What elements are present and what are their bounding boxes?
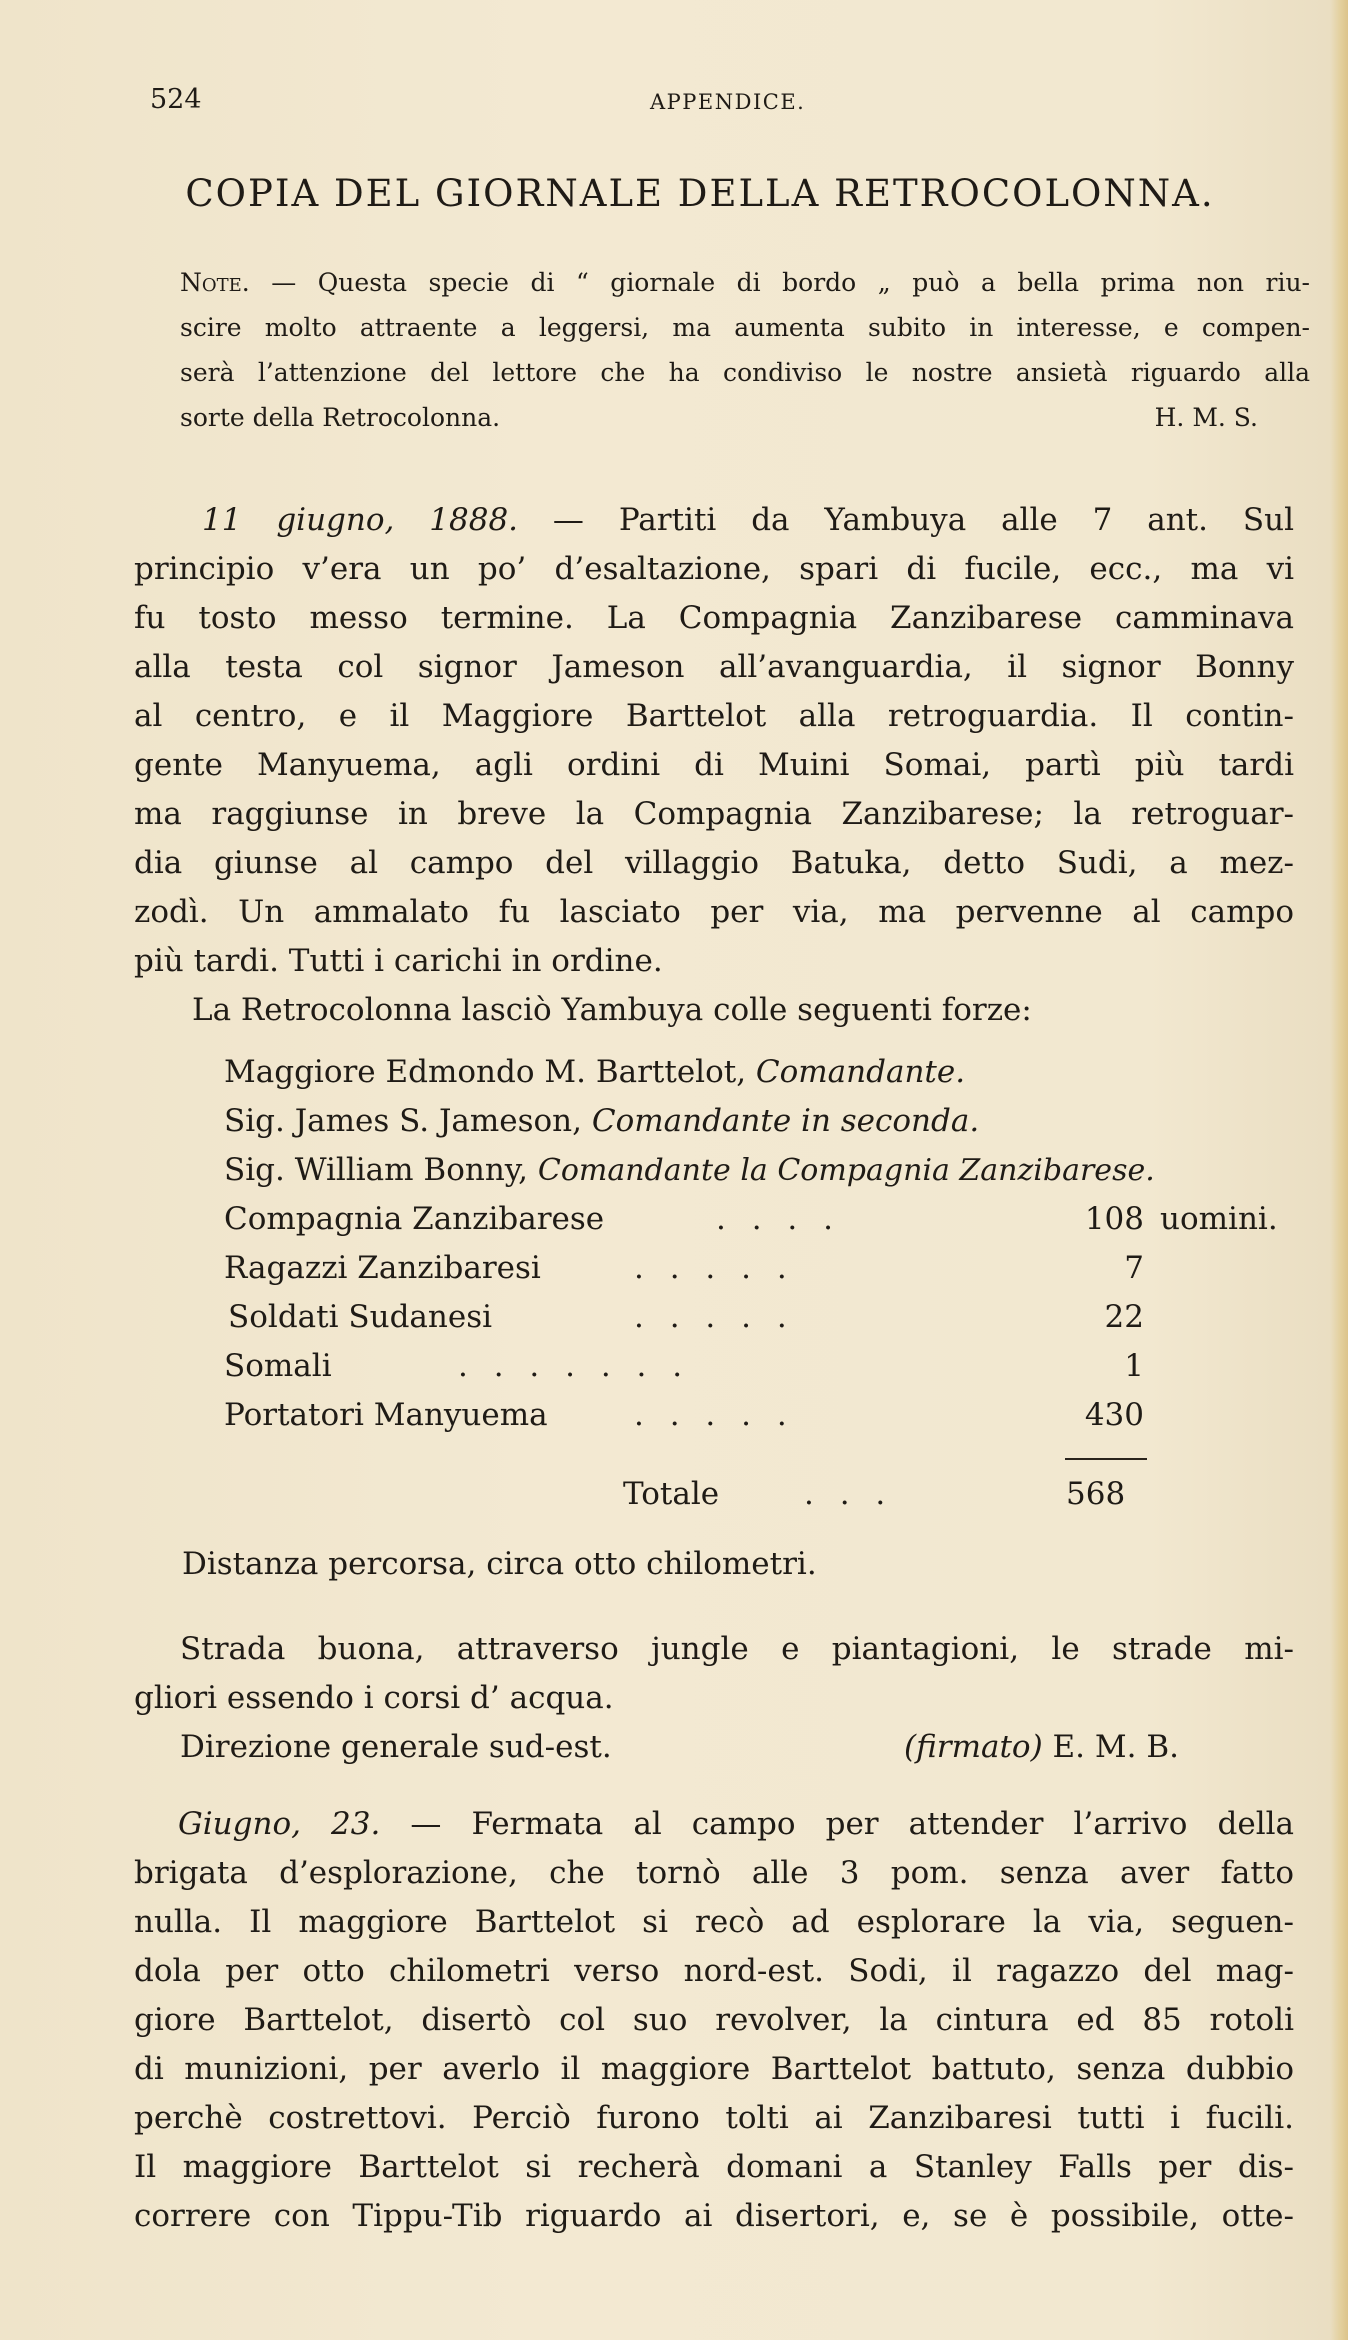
entry-date: Giugno, 23. <box>178 1806 381 1842</box>
entry-june-11-tail <box>134 1540 1294 1589</box>
entry-line: ma raggiunse in breve la Compagnia Zanzibarese; la retroguar- <box>134 796 1294 832</box>
roster-row: Ragazzi Zanzibaresi . . . . . 7 <box>224 1250 1144 1286</box>
officer-line: Sig. William Bonny, Comandante la Compagnia Zanzibarese. <box>224 1152 1155 1188</box>
entry-line: correre con Tippu-Tib riguardo ai disertori, e, se è possibile, otte- <box>134 2198 1294 2234</box>
entry-line: alla testa col signor Jameson all’avanguardia, il signor Bonny <box>134 649 1294 685</box>
section-title: COPIA DEL GIORNALE DELLA RETROCOLONNA. <box>185 172 1215 215</box>
signature: (firmato) E. M. B. <box>904 1729 1179 1765</box>
entry-line: Strada buona, attraverso jungle e piantagioni, le strade mi- <box>180 1631 1294 1667</box>
note-signature: H. M. S. <box>1154 403 1258 432</box>
forces-intro: La Retrocolonna lasciò Yambuya colle seguenti forze: <box>192 992 1032 1028</box>
note-label: Note. <box>180 268 250 297</box>
total-count: 568 <box>1066 1476 1126 1512</box>
page-edge <box>1330 0 1348 2340</box>
entry-line: più tardi. Tutti i carichi in ordine. <box>134 943 663 979</box>
note-line: serà l’attenzione del lettore che ha condiviso le nostre ansietà riguardo alla <box>180 358 1310 387</box>
roster-row: Soldati Sudanesi . . . . . 22 <box>228 1299 1144 1335</box>
total-row: Totale . . . 568 <box>224 1470 1304 1519</box>
entry-first-line: Giugno, 23. — Fermata al campo per attender l’arrivo della <box>178 1806 1295 1842</box>
total-label: Totale <box>623 1476 720 1512</box>
note-line: sorte della Retrocolonna. H. M. S. <box>180 395 1310 440</box>
page-number: 524 <box>150 84 202 115</box>
entry-line: perchè costrettovi. Perciò furono tolti ai Zanzibaresi tutti i fucili. <box>134 2100 1294 2136</box>
entry-line: al centro, e il Maggiore Barttelot alla retroguardia. Il contin- <box>134 698 1294 734</box>
entry-line: fu tosto messo termine. La Compagnia Zanzibarese camminava <box>134 600 1294 636</box>
note-line: Note. — Questa specie di “ giornale di bordo „ può a bella prima non riu- <box>180 268 1310 297</box>
running-title: APPENDICE. <box>650 90 806 114</box>
officer-line: Maggiore Edmondo M. Barttelot, Comandante. <box>224 1054 966 1090</box>
entry-june-11 <box>134 496 1294 1035</box>
officer-line: Sig. James S. Jameson, Comandante in seconda. <box>224 1103 980 1139</box>
entry-line: brigata d’esplorazione, che tornò alle 3 pom. senza aver fatto <box>134 1855 1294 1891</box>
entry-line: gliori essendo i corsi d’ acqua. <box>134 1680 614 1716</box>
entry-line: zodì. Un ammalato fu lasciato per via, ma pervenne al campo <box>134 894 1294 930</box>
entry-line: dia giunse al campo del villaggio Batuka, detto Sudi, a mez- <box>134 845 1294 881</box>
roster-row: Somali . . . . . . . 1 <box>224 1348 1144 1384</box>
entry-line: nulla. Il maggiore Barttelot si recò ad esplorare la via, seguen- <box>134 1904 1294 1940</box>
running-head <box>150 84 1250 124</box>
entry-line: gente Manyuema, agli ordini di Muini Somai, partì più tardi <box>134 747 1294 783</box>
entry-line: Il maggiore Barttelot si recherà domani a Stanley Falls per dis- <box>134 2149 1294 2185</box>
entry-date: 11 giugno, 1888. <box>202 502 519 538</box>
entry-line: giore Barttelot, disertò col suo revolver, la cintura ed 85 rotoli <box>134 2002 1294 2038</box>
entry-line: principio v’era un po’ d’esaltazione, spari di fucile, ecc., ma vi <box>134 551 1294 587</box>
distance-line: Distanza percorsa, circa otto chilometri. <box>182 1546 817 1582</box>
roster-row: Compagnia Zanzibarese . . . . 108 uomini. <box>224 1201 1278 1237</box>
editor-note <box>180 260 1310 440</box>
entry-first-line: 11 giugno, 1888. — Partiti da Yambuya alle 7 ant. Sul <box>202 502 1294 538</box>
direction-line: Direzione generale sud-est. (firmato) E. M. B. <box>134 1723 1294 1772</box>
forces-roster <box>224 1048 1304 1440</box>
entry-june-23 <box>134 1800 1294 2241</box>
roster-row: Portatori Manyuema . . . . . 430 <box>224 1397 1144 1433</box>
entry-line: dola per otto chilometri verso nord-est. Sodi, il ragazzo del mag- <box>134 1953 1294 1989</box>
sum-rule <box>1065 1458 1147 1460</box>
entry-line: di munizioni, per averlo il maggiore Barttelot battuto, senza dubbio <box>134 2051 1294 2087</box>
note-line: scire molto attraente a leggersi, ma aumenta subito in interesse, e compen- <box>180 313 1310 342</box>
road-paragraph <box>134 1625 1294 1772</box>
